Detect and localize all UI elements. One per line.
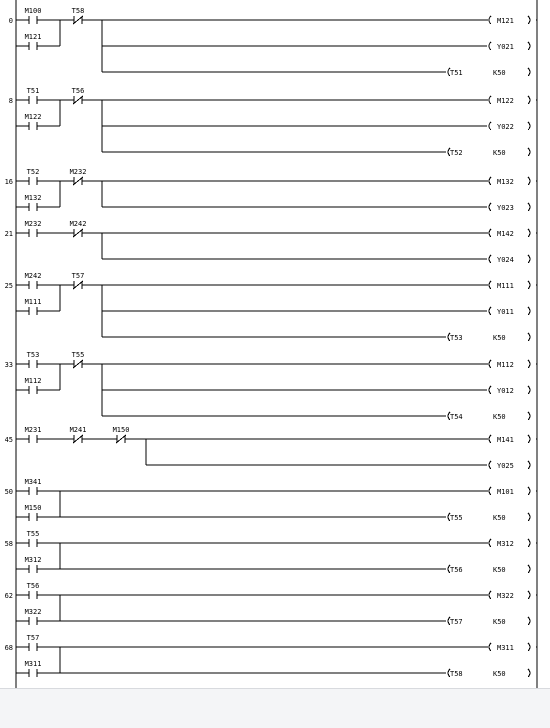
contact-t53[interactable] xyxy=(27,351,40,368)
coil-label: Y024 xyxy=(497,256,514,264)
contact-t57[interactable] xyxy=(72,272,85,289)
contact-label: T56 xyxy=(26,582,40,590)
coil-label: M311 xyxy=(497,644,514,652)
coil-label: Y023 xyxy=(497,204,514,212)
contact-m231[interactable] xyxy=(25,426,42,443)
coil-label: Y022 xyxy=(497,123,514,131)
contact-m132[interactable] xyxy=(25,194,42,211)
timer-right-paren xyxy=(528,669,530,677)
timer-t53[interactable] xyxy=(448,333,530,342)
timer-right-paren xyxy=(528,565,530,573)
coil-m111[interactable] xyxy=(489,281,530,290)
contact-label: M150 xyxy=(112,426,130,434)
coil-label: Y012 xyxy=(497,387,514,395)
contact-m122[interactable] xyxy=(25,113,42,130)
coil-y022[interactable] xyxy=(489,122,530,131)
timer-setting: K50 xyxy=(493,618,506,626)
timer-right-paren xyxy=(528,148,530,156)
contact-label: M312 xyxy=(24,556,42,564)
coil-m101[interactable] xyxy=(489,487,530,496)
contact-label: T58 xyxy=(71,7,85,15)
step-number: 25 xyxy=(4,282,13,290)
timer-setting: K50 xyxy=(493,69,506,77)
contact-m232[interactable] xyxy=(70,168,87,185)
coil-left-paren xyxy=(489,42,491,50)
coil-right-paren xyxy=(528,42,530,50)
contact-label: M121 xyxy=(24,33,42,41)
step-number: 0 xyxy=(8,17,13,25)
contact-label: T57 xyxy=(71,272,85,280)
coil-m112[interactable] xyxy=(489,360,530,369)
contact-t52[interactable] xyxy=(27,168,40,185)
coil-label: M101 xyxy=(497,488,514,496)
timer-t56[interactable] xyxy=(448,565,530,574)
contact-label: T55 xyxy=(26,530,40,538)
coil-m142[interactable] xyxy=(489,229,530,238)
contact-t58[interactable] xyxy=(72,7,85,24)
coil-left-paren xyxy=(489,461,491,469)
coil-right-paren xyxy=(528,203,530,211)
coil-y011[interactable] xyxy=(489,307,530,316)
coil-left-paren xyxy=(489,386,491,394)
contact-m150[interactable] xyxy=(25,504,42,521)
coil-left-paren xyxy=(489,255,491,263)
contact-t55[interactable] xyxy=(72,351,85,368)
coil-y024[interactable] xyxy=(489,255,530,264)
contact-label: M232 xyxy=(69,168,87,176)
contact-label: M241 xyxy=(69,426,87,434)
contact-m241[interactable] xyxy=(70,426,87,443)
coil-label: M112 xyxy=(497,361,514,369)
timer-label: T58 xyxy=(450,670,463,678)
coil-label: Y025 xyxy=(497,462,514,470)
timer-right-paren xyxy=(528,68,530,76)
timer-right-paren xyxy=(528,333,530,341)
contact-label: M242 xyxy=(24,272,42,280)
step-number: 8 xyxy=(8,97,13,105)
contact-label: M132 xyxy=(24,194,42,202)
contact-t56[interactable] xyxy=(27,582,40,599)
coil-label: M322 xyxy=(497,592,514,600)
contact-t57[interactable] xyxy=(27,634,40,651)
timer-label: T53 xyxy=(450,334,463,342)
step-number: 33 xyxy=(4,361,13,369)
timer-t58[interactable] xyxy=(448,669,530,678)
coil-m122[interactable] xyxy=(489,96,530,105)
contact-t55[interactable] xyxy=(27,530,40,547)
coil-m132[interactable] xyxy=(489,177,530,186)
step-number: 45 xyxy=(4,436,13,444)
coil-right-paren xyxy=(528,307,530,315)
coil-left-paren xyxy=(489,122,491,130)
contact-label: M341 xyxy=(24,478,42,486)
coil-y023[interactable] xyxy=(489,203,530,212)
timer-setting: K50 xyxy=(493,566,506,574)
coil-m311[interactable] xyxy=(489,643,530,652)
coil-y012[interactable] xyxy=(489,386,530,395)
coil-label: M132 xyxy=(497,178,514,186)
coil-m322[interactable] xyxy=(489,591,530,600)
timer-setting: K50 xyxy=(493,149,506,157)
contact-m111[interactable] xyxy=(25,298,42,315)
contact-label: M322 xyxy=(24,608,42,616)
coil-label: M122 xyxy=(497,97,514,105)
step-number: 16 xyxy=(4,178,13,186)
timer-label: T56 xyxy=(450,566,463,574)
contact-label: T57 xyxy=(26,634,40,642)
timer-right-paren xyxy=(528,513,530,521)
coil-label: Y021 xyxy=(497,43,514,51)
coil-y021[interactable] xyxy=(489,42,530,51)
coil-right-paren xyxy=(528,122,530,130)
timer-t51[interactable] xyxy=(448,68,530,77)
contact-label: T52 xyxy=(26,168,40,176)
timer-label: T54 xyxy=(450,413,463,421)
timer-setting: K50 xyxy=(493,670,506,678)
timer-label: T55 xyxy=(450,514,463,522)
contact-t56[interactable] xyxy=(72,87,85,104)
contact-m121[interactable] xyxy=(25,33,42,50)
contact-label: M242 xyxy=(69,220,87,228)
coil-m141[interactable] xyxy=(489,435,530,444)
coil-label: M141 xyxy=(497,436,514,444)
contact-label: T53 xyxy=(26,351,40,359)
step-number: 50 xyxy=(4,488,13,496)
step-number: 58 xyxy=(4,540,13,548)
contact-label: M150 xyxy=(24,504,42,512)
coil-label: M111 xyxy=(497,282,514,290)
contact-m100[interactable] xyxy=(25,7,42,24)
coil-label: Y011 xyxy=(497,308,514,316)
contact-m242[interactable] xyxy=(25,272,42,289)
contact-label: M231 xyxy=(24,426,42,434)
contact-t51[interactable] xyxy=(27,87,40,104)
contact-m312[interactable] xyxy=(25,556,42,573)
contact-label: M232 xyxy=(24,220,42,228)
coil-m121[interactable] xyxy=(489,16,530,25)
coil-y025[interactable] xyxy=(489,461,530,470)
coil-left-paren xyxy=(489,307,491,315)
contact-label: M122 xyxy=(24,113,42,121)
coil-label: M312 xyxy=(497,540,514,548)
coil-right-paren xyxy=(528,461,530,469)
contact-m341[interactable] xyxy=(25,478,42,495)
coil-m312[interactable] xyxy=(489,539,530,548)
timer-t52[interactable] xyxy=(448,148,530,157)
step-number: 68 xyxy=(4,644,13,652)
coil-right-paren xyxy=(528,255,530,263)
contact-label: M100 xyxy=(24,7,42,15)
timer-setting: K50 xyxy=(493,334,506,342)
status-bar xyxy=(0,688,550,728)
step-number: 21 xyxy=(4,230,13,238)
contact-label: M311 xyxy=(24,660,42,668)
timer-right-paren xyxy=(528,412,530,420)
step-number: 62 xyxy=(4,592,13,600)
coil-right-paren xyxy=(528,386,530,394)
contact-m242[interactable] xyxy=(70,220,87,237)
timer-label: T51 xyxy=(450,69,463,77)
contact-label: T56 xyxy=(71,87,85,95)
timer-t54[interactable] xyxy=(448,412,530,421)
timer-t57[interactable] xyxy=(448,617,530,626)
contact-m322[interactable] xyxy=(25,608,42,625)
contact-label: M111 xyxy=(24,298,42,306)
timer-right-paren xyxy=(528,617,530,625)
timer-label: T52 xyxy=(450,149,463,157)
timer-setting: K50 xyxy=(493,514,506,522)
coil-label: M142 xyxy=(497,230,514,238)
timer-label: T57 xyxy=(450,618,463,626)
timer-setting: K50 xyxy=(493,413,506,421)
contact-label: M112 xyxy=(24,377,42,385)
timer-t55[interactable] xyxy=(448,513,530,522)
contact-label: T55 xyxy=(71,351,85,359)
contact-m232[interactable] xyxy=(25,220,42,237)
contact-label: T51 xyxy=(26,87,40,95)
contact-m150[interactable] xyxy=(113,426,130,443)
contact-m112[interactable] xyxy=(25,377,42,394)
coil-left-paren xyxy=(489,203,491,211)
coil-label: M121 xyxy=(497,17,514,25)
contact-m311[interactable] xyxy=(25,660,42,677)
